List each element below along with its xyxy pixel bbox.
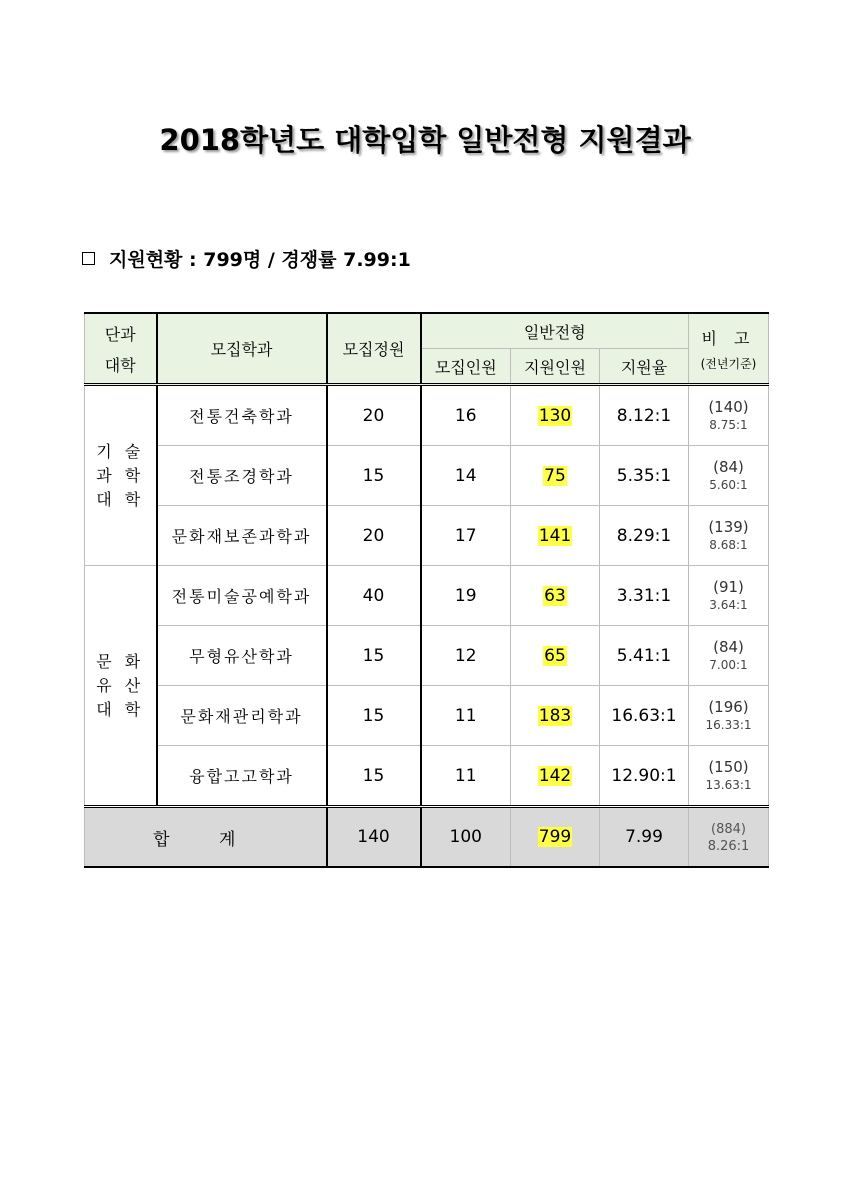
recruit-cell: 14: [421, 446, 511, 506]
quota-cell: 40: [327, 566, 421, 626]
department-cell: 융합고고학과: [157, 746, 327, 807]
header-quota: 모집정원: [327, 313, 421, 385]
applicants-cell: 141: [511, 506, 600, 566]
table-row: [85, 506, 769, 566]
total-remark: (884) 8.26:1: [689, 807, 769, 868]
rate-cell: 5.41:1: [600, 626, 689, 686]
remark-cell: (139) 8.68:1: [689, 506, 769, 566]
recruit-cell: 12: [421, 626, 511, 686]
applicants-cell: 75: [511, 446, 600, 506]
total-label: 합 계: [85, 807, 327, 868]
rate-cell: 12.90:1: [600, 746, 689, 807]
header-college: 단과 대학: [85, 313, 157, 385]
table-row: [85, 446, 769, 506]
applicants-cell: 63: [511, 566, 600, 626]
application-results-table: [84, 312, 769, 868]
applicants-cell: 130: [511, 385, 600, 446]
remark-cell: (140) 8.75:1: [689, 385, 769, 446]
total-row: [85, 807, 769, 868]
quota-cell: 20: [327, 385, 421, 446]
remark-cell: (150) 13.63:1: [689, 746, 769, 807]
table-row: [85, 746, 769, 807]
recruit-cell: 19: [421, 566, 511, 626]
quota-cell: 20: [327, 506, 421, 566]
applicants-cell: 183: [511, 686, 600, 746]
department-cell: 문화재보존과학과: [157, 506, 327, 566]
department-cell: 전통미술공예학과: [157, 566, 327, 626]
total-quota: 140: [327, 807, 421, 868]
remark-cell: (91) 3.64:1: [689, 566, 769, 626]
summary-line: [82, 245, 411, 272]
rate-cell: 3.31:1: [600, 566, 689, 626]
applicants-cell: 142: [511, 746, 600, 807]
total-applicants: 799: [511, 807, 600, 868]
quota-cell: 15: [327, 446, 421, 506]
page-title: 2018학년도 대학입학 일반전형 지원결과: [159, 123, 691, 157]
remark-cell: (196) 16.33:1: [689, 686, 769, 746]
square-outline-icon: [82, 252, 95, 265]
summary-text: 지원현황 : 799명 / 경쟁률 7.99:1: [109, 249, 411, 271]
table-row: [85, 626, 769, 686]
header-general: 일반전형: [421, 313, 689, 349]
table-row: [85, 566, 769, 626]
header-rate: 지원율: [600, 349, 689, 385]
quota-cell: 15: [327, 626, 421, 686]
department-cell: 전통건축학과: [157, 385, 327, 446]
recruit-cell: 11: [421, 686, 511, 746]
quota-cell: 15: [327, 746, 421, 807]
table-row: [85, 686, 769, 746]
total-rate: 7.99: [600, 807, 689, 868]
header-applicants: 지원인원: [511, 349, 600, 385]
header-remark: 비 고 (전년기준): [689, 313, 769, 385]
department-cell: 무형유산학과: [157, 626, 327, 686]
rate-cell: 8.12:1: [600, 385, 689, 446]
recruit-cell: 11: [421, 746, 511, 807]
department-cell: 전통조경학과: [157, 446, 327, 506]
quota-cell: 15: [327, 686, 421, 746]
recruit-cell: 17: [421, 506, 511, 566]
recruit-cell: 16: [421, 385, 511, 446]
applicants-cell: 65: [511, 626, 600, 686]
header-recruit: 모집인원: [421, 349, 511, 385]
header-department: 모집학과: [157, 313, 327, 385]
department-cell: 문화재관리학과: [157, 686, 327, 746]
college-cell: 기 술 과 학 대 학: [85, 385, 157, 566]
table-row: [85, 385, 769, 446]
rate-cell: 16.63:1: [600, 686, 689, 746]
remark-cell: (84) 5.60:1: [689, 446, 769, 506]
total-recruit: 100: [421, 807, 511, 868]
remark-cell: (84) 7.00:1: [689, 626, 769, 686]
college-cell: 문 화 유 산 대 학: [85, 566, 157, 807]
rate-cell: 8.29:1: [600, 506, 689, 566]
rate-cell: 5.35:1: [600, 446, 689, 506]
